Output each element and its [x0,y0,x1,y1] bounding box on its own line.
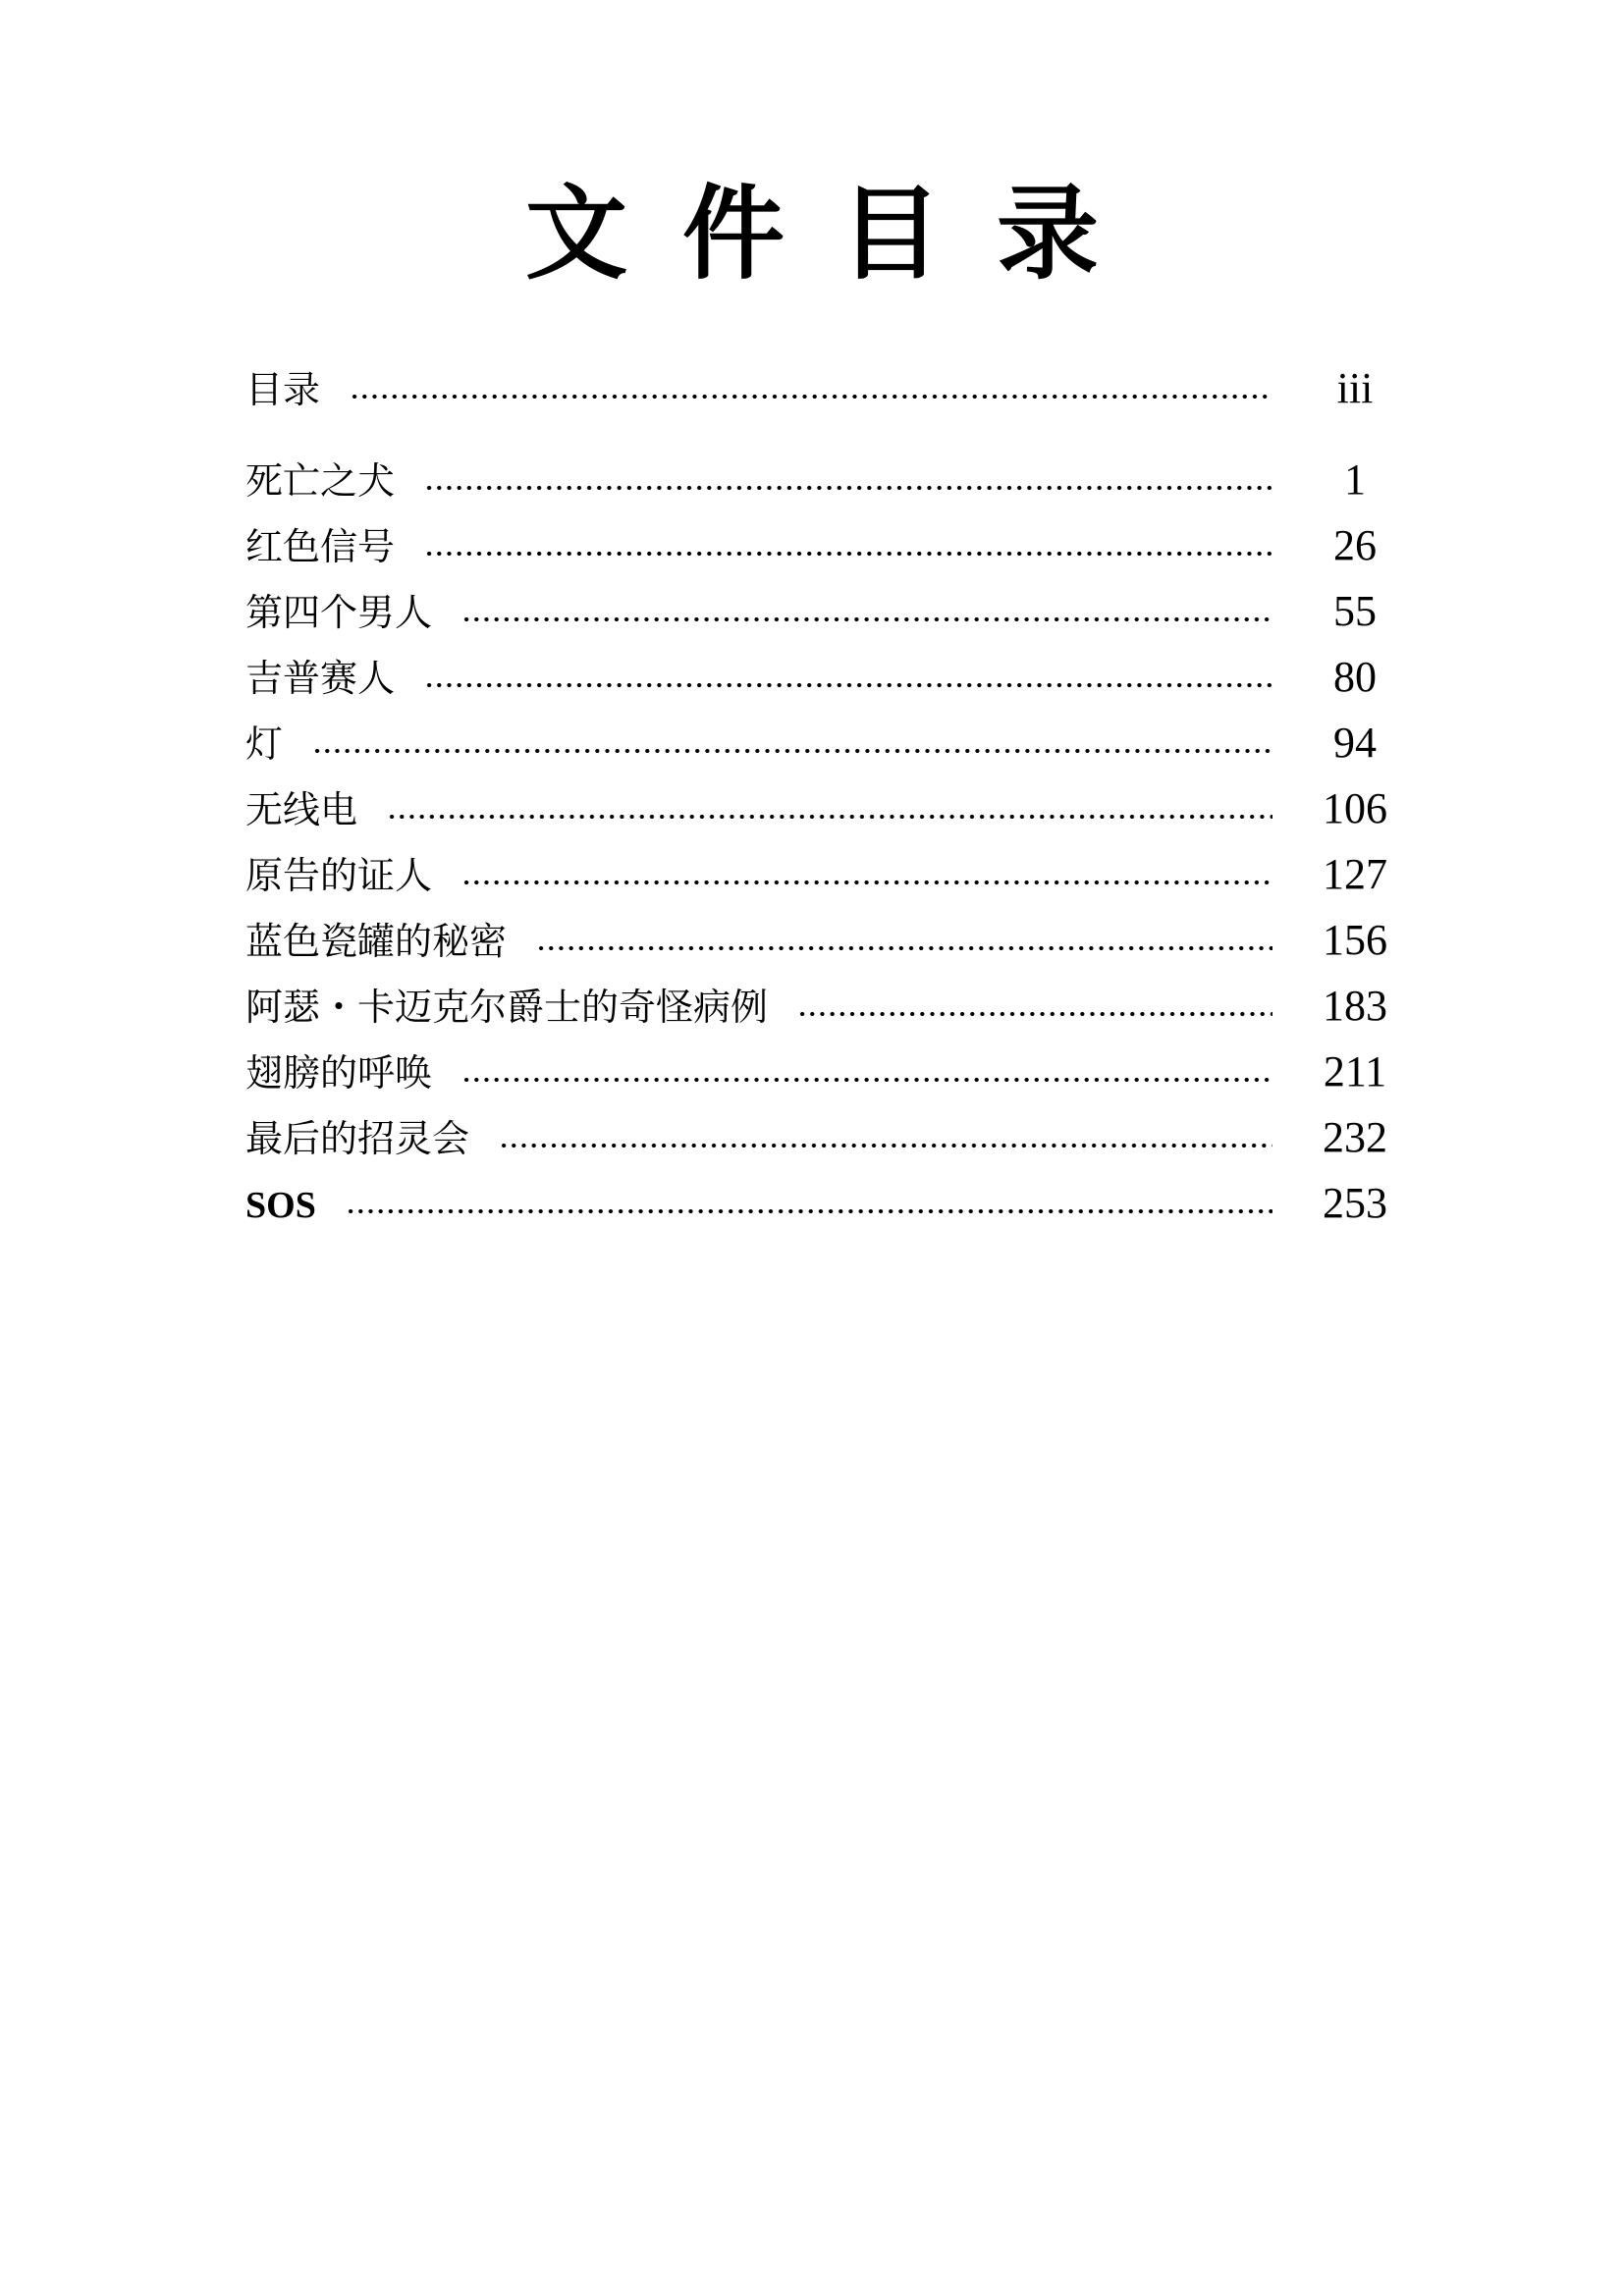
toc-entry[interactable] [245,447,1394,512]
toc-dot-leader [797,1009,1272,1019]
table-of-contents [245,355,1394,1236]
toc-entry-page: 80 [1333,653,1377,701]
toc-entry-label: 第四个男人 [245,591,433,634]
toc-dot-leader [461,614,1272,624]
toc-entry-page: 183 [1323,982,1387,1030]
toc-entry-page: 55 [1333,587,1377,635]
page-title [0,175,1624,293]
toc-entry[interactable] [245,710,1394,775]
page-title-char: 件 [681,173,785,294]
toc-dot-leader [350,392,1272,401]
toc-entry[interactable] [245,1170,1394,1236]
toc-dot-leader [461,1075,1272,1085]
toc-entry-page: 127 [1323,850,1387,898]
toc-dot-leader [424,549,1272,559]
toc-entry[interactable] [245,1039,1394,1104]
toc-entry-label: 无线电 [245,788,358,831]
toc-entry-page: 106 [1323,784,1387,832]
toc-entry[interactable] [245,644,1394,710]
toc-entry-contents[interactable] [245,355,1394,421]
toc-dot-leader [346,1206,1272,1216]
page-title-char: 文 [524,173,627,294]
toc-entry-label: SOS [245,1185,316,1226]
toc-entry-label: 灯 [245,722,284,766]
toc-entry-label: 阿瑟・卡迈克尔爵士的奇怪病例 [245,986,769,1029]
toc-entry-label: 蓝色瓷罐的秘密 [245,920,508,963]
toc-entry-page: 1 [1344,455,1366,504]
toc-entry[interactable] [245,512,1394,578]
toc-entry-label: 红色信号 [245,525,396,568]
toc-entry-page: 156 [1323,916,1387,964]
toc-entry-label: 目录 [245,368,321,411]
toc-entry[interactable] [245,775,1394,841]
toc-entry-page: 211 [1323,1047,1387,1095]
toc-entry-page: 232 [1323,1113,1387,1161]
toc-entry-page: iii [1336,364,1374,412]
toc-dot-leader [424,483,1272,493]
toc-dot-leader [424,680,1272,690]
toc-dot-leader [387,812,1272,822]
page-title-char: 目 [839,173,943,294]
toc-entry[interactable] [245,1104,1394,1170]
toc-entry[interactable] [245,907,1394,973]
toc-entry[interactable] [245,841,1394,907]
toc-dot-leader [536,943,1272,953]
toc-entry-label: 死亡之犬 [245,459,396,503]
toc-entry[interactable] [245,578,1394,644]
toc-entry-label: 原告的证人 [245,854,433,897]
toc-dot-leader [312,746,1272,756]
toc-entry[interactable] [245,973,1394,1039]
toc-entry-label: 最后的招灵会 [245,1117,470,1160]
toc-entry-page: 253 [1323,1179,1387,1227]
page-title-char: 录 [997,173,1100,294]
toc-entry-page: 26 [1333,521,1377,569]
toc-entry-page: 94 [1333,719,1377,767]
toc-entry-label: 吉普赛人 [245,657,396,700]
toc-entry-label: 翅膀的呼唤 [245,1051,433,1095]
toc-dot-leader [499,1141,1272,1150]
toc-dot-leader [461,878,1272,887]
